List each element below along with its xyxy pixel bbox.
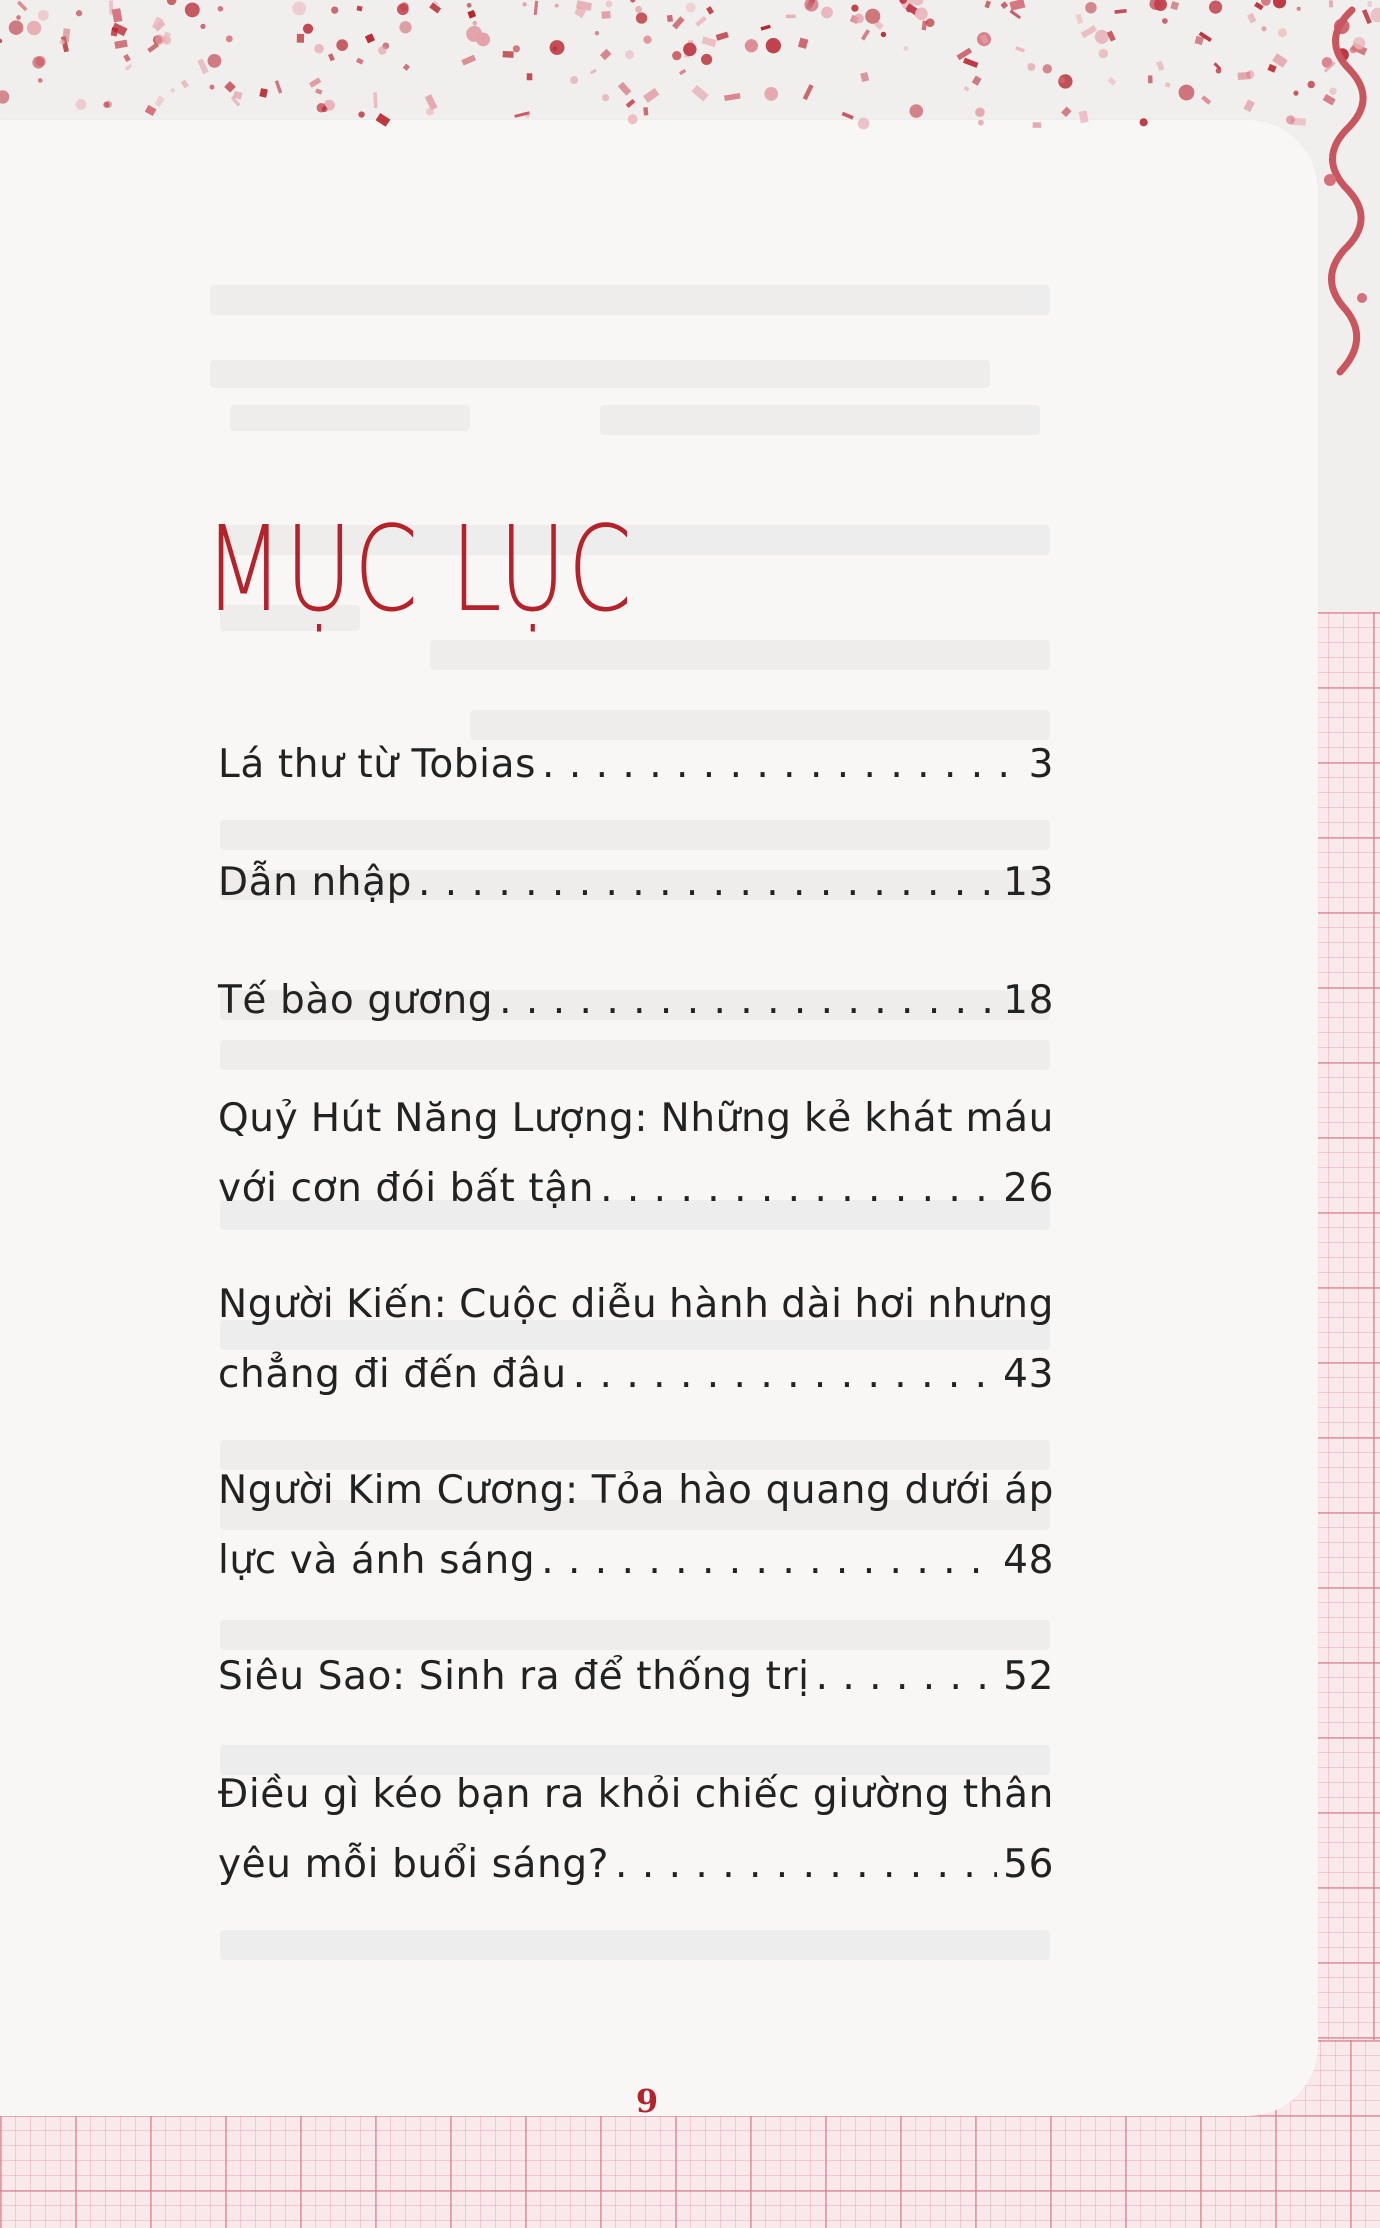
toc-entry[interactable] — [218, 1760, 1054, 1900]
confetti-piece — [1278, 28, 1287, 37]
confetti-piece — [16, 15, 21, 20]
confetti-piece — [154, 34, 164, 44]
confetti-piece — [1261, 0, 1271, 6]
toc-entry-line — [218, 1760, 1054, 1830]
confetti-piece — [701, 54, 712, 65]
confetti-piece — [636, 12, 647, 23]
toc-entry-line — [218, 1340, 1054, 1410]
confetti-piece — [861, 29, 870, 40]
confetti-piece — [297, 34, 304, 43]
toc-entry-page: 48 — [1003, 1538, 1054, 1583]
confetti-piece — [503, 51, 514, 58]
toc-entry-title: Lá thư từ Tobias — [218, 742, 537, 787]
toc-entry-page: 18 — [1003, 978, 1054, 1023]
confetti-piece — [467, 3, 472, 8]
confetti-piece — [860, 72, 869, 82]
confetti-piece — [292, 1, 306, 15]
confetti-piece — [1170, 1, 1179, 10]
toc-entry-title: Quỷ Hút Năng Lượng: Những kẻ khát máu — [218, 1096, 1054, 1141]
confetti-piece — [376, 113, 391, 127]
confetti-piece — [154, 96, 164, 107]
confetti-piece — [309, 77, 321, 87]
confetti-piece — [1015, 46, 1025, 52]
toc-entry[interactable] — [218, 966, 1054, 1036]
confetti-piece — [125, 64, 133, 71]
confetti-piece — [170, 88, 174, 92]
confetti-piece — [1140, 118, 1148, 126]
confetti-piece — [1027, 63, 1035, 71]
confetti-piece — [513, 45, 520, 52]
confetti-piece — [356, 58, 364, 65]
confetti-piece — [181, 80, 189, 89]
confetti-piece — [17, 1, 28, 12]
confetti-piece — [984, 0, 991, 8]
confetti-piece — [208, 54, 222, 68]
confetti-piece — [628, 114, 638, 124]
confetti-piece — [1061, 106, 1072, 117]
confetti-piece — [0, 39, 2, 43]
toc-entry-page: 3 — [1028, 742, 1054, 787]
confetti-piece — [745, 39, 758, 52]
confetti-piece — [912, 0, 923, 5]
confetti-piece — [145, 105, 157, 116]
confetti-piece — [472, 21, 477, 26]
confetti-piece — [691, 85, 708, 102]
confetti-piece — [534, 1, 539, 15]
confetti-piece — [226, 35, 233, 42]
confetti-piece — [1293, 91, 1298, 96]
confetti-piece — [523, 2, 527, 6]
confetti-piece — [643, 88, 659, 103]
confetti-piece — [1148, 75, 1153, 83]
confetti-piece — [963, 86, 969, 92]
confetti-piece — [461, 55, 476, 66]
toc-entry[interactable] — [218, 1456, 1054, 1596]
confetti-piece — [786, 15, 796, 19]
confetti-piece — [1179, 85, 1195, 101]
confetti-piece — [643, 107, 648, 115]
toc-entry[interactable] — [218, 1642, 1054, 1712]
confetti-piece — [167, 0, 177, 5]
toc-entry-page: 26 — [1003, 1166, 1054, 1211]
confetti-piece — [956, 48, 972, 61]
confetti-piece — [851, 5, 858, 12]
toc-entry-title: chẳng đi đến đâu — [218, 1352, 567, 1397]
confetti-piece — [1201, 95, 1211, 104]
confetti-piece — [618, 82, 632, 96]
confetti-piece — [570, 76, 578, 84]
confetti-piece — [1273, 0, 1286, 8]
confetti-piece — [695, 16, 707, 27]
confetti-piece — [378, 46, 387, 55]
toc-entry[interactable] — [218, 848, 1054, 918]
confetti-piece — [1010, 10, 1022, 20]
toc-entry-line — [218, 1642, 1054, 1712]
toc-entry-line — [218, 1084, 1054, 1154]
dot-leader — [541, 1526, 997, 1596]
confetti-piece — [38, 78, 43, 83]
confetti-piece — [858, 118, 870, 130]
confetti-piece — [915, 8, 928, 21]
confetti-piece — [9, 20, 24, 35]
confetti-piece — [426, 108, 434, 116]
confetti-piece — [123, 54, 131, 62]
confetti-piece — [1059, 77, 1065, 83]
confetti-piece — [27, 21, 41, 35]
confetti-piece — [397, 3, 409, 15]
toc-entry-page: 56 — [1003, 1842, 1054, 1887]
confetti-piece — [605, 1, 612, 8]
dot-leader — [615, 1830, 997, 1900]
toc-entry-title: Người Kim Cương: Tỏa hào quang dưới áp — [218, 1468, 1054, 1513]
confetti-piece — [590, 69, 597, 75]
confetti-piece — [909, 104, 923, 118]
confetti-piece — [185, 2, 200, 17]
dot-leader — [573, 1340, 997, 1410]
confetti-piece — [1162, 18, 1168, 24]
toc-entry-page: 52 — [1003, 1654, 1054, 1699]
confetti-piece — [555, 4, 559, 8]
confetti-piece — [683, 43, 696, 56]
toc-entry-line — [218, 1270, 1054, 1340]
confetti-piece — [365, 33, 375, 43]
confetti-piece — [595, 31, 599, 35]
confetti-piece — [865, 9, 880, 24]
toc-entry-line — [218, 966, 1054, 1036]
confetti-piece — [1079, 110, 1089, 123]
confetti-piece — [626, 99, 636, 108]
confetti-piece — [978, 120, 984, 126]
confetti-piece — [76, 99, 87, 110]
confetti-piece — [643, 36, 651, 44]
confetti-piece — [667, 15, 673, 22]
confetti-piece — [625, 50, 634, 59]
confetti-piece — [679, 69, 686, 75]
confetti-piece — [1156, 61, 1165, 71]
confetti-piece — [38, 10, 49, 21]
confetti-piece — [702, 36, 717, 47]
confetti-piece — [766, 38, 781, 53]
confetti-piece — [314, 44, 324, 54]
confetti-piece — [218, 6, 223, 11]
confetti-piece — [1107, 77, 1116, 86]
confetti-piece — [152, 17, 164, 31]
confetti-piece — [600, 49, 612, 61]
dot-leader — [600, 1154, 997, 1224]
confetti-piece — [1243, 99, 1254, 112]
confetti-piece — [975, 107, 985, 117]
confetti-piece — [0, 90, 9, 103]
confetti-piece — [1165, 82, 1171, 88]
toc-entry-line — [218, 1526, 1054, 1596]
confetti-piece — [1286, 115, 1295, 124]
confetti-piece — [527, 73, 533, 80]
confetti-piece — [686, 3, 696, 13]
confetti-piece — [803, 84, 814, 100]
confetti-piece — [275, 80, 282, 93]
confetti-piece — [209, 85, 214, 90]
confetti-piece — [356, 6, 362, 12]
confetti-piece — [317, 103, 327, 113]
confetti-piece — [1209, 1, 1222, 14]
confetti-piece — [403, 64, 410, 71]
confetti-piece — [358, 111, 364, 117]
confetti-piece — [467, 10, 476, 19]
page-number: 9 — [635, 2082, 659, 2120]
toc-entry-title: Tế bào gương — [218, 978, 494, 1023]
confetti-piece — [881, 32, 886, 37]
confetti-piece — [1267, 64, 1276, 73]
toc-entry[interactable] — [218, 1084, 1054, 1224]
dot-leader — [499, 966, 997, 1036]
confetti-piece — [672, 51, 681, 60]
confetti-piece — [197, 58, 208, 74]
toc-entry-title: Điều gì kéo bạn ra khỏi chiếc giường thân — [218, 1772, 1054, 1817]
confetti-piece — [328, 53, 335, 61]
confetti-piece — [76, 10, 82, 16]
confetti-piece — [315, 88, 322, 94]
confetti-piece — [32, 56, 44, 68]
confetti-piece — [706, 6, 714, 14]
confetti-piece — [399, 21, 411, 33]
confetti-piece — [842, 112, 854, 120]
dot-leader — [816, 1642, 998, 1712]
confetti-piece — [466, 26, 482, 42]
streamer-decoration — [1300, 0, 1380, 420]
confetti-piece — [821, 7, 833, 19]
confetti-piece — [1081, 25, 1097, 38]
confetti-piece — [672, 16, 684, 29]
toc-entry-title: Siêu Sao: Sinh ra để thống trị — [218, 1654, 810, 1699]
toc-entry-title: yêu mỗi buổi sáng? — [218, 1842, 610, 1887]
confetti-piece — [303, 24, 313, 34]
toc-entry-page: 13 — [1003, 860, 1054, 905]
confetti-decoration — [0, 0, 1380, 140]
confetti-piece — [1247, 13, 1256, 24]
toc-entry-title: lực và ánh sáng — [218, 1538, 536, 1583]
toc-entry-title: với cơn đói bất tận — [218, 1166, 595, 1211]
confetti-piece — [200, 24, 205, 29]
confetti-piece — [854, 13, 864, 23]
confetti-piece — [1238, 72, 1251, 80]
confetti-piece — [1033, 122, 1042, 128]
confetti-piece — [1114, 9, 1126, 14]
confetti-piece — [716, 32, 729, 41]
confetti-piece — [336, 39, 348, 51]
toc-entry-line — [218, 1456, 1054, 1526]
confetti-piece — [601, 11, 610, 19]
confetti-piece — [112, 8, 123, 22]
confetti-piece — [1000, 1, 1008, 9]
confetti-piece — [259, 88, 268, 98]
confetti-piece — [798, 38, 808, 49]
confetti-piece — [926, 18, 935, 27]
confetti-piece — [635, 6, 642, 13]
confetti-piece — [1099, 49, 1108, 58]
toc-entry-line — [218, 1830, 1054, 1900]
confetti-piece — [1009, 0, 1025, 11]
confetti-piece — [972, 76, 982, 86]
confetti-piece — [373, 92, 377, 108]
confetti-piece — [1085, 2, 1096, 13]
confetti-piece — [114, 40, 128, 49]
confetti-piece — [331, 6, 338, 13]
confetti-piece — [804, 0, 818, 12]
toc-entry-page: 43 — [1003, 1352, 1054, 1397]
confetti-piece — [1261, 26, 1266, 31]
confetti-piece — [630, 0, 635, 3]
toc-entry[interactable] — [218, 1270, 1054, 1410]
confetti-piece — [602, 94, 609, 101]
toc-entry-line — [218, 730, 1054, 800]
confetti-piece — [1043, 64, 1052, 73]
confetti-piece — [760, 25, 770, 31]
toc-entry-title: Người Kiến: Cuộc diễu hành dài hơi nhưng — [218, 1282, 1054, 1327]
toc-entry-line — [218, 1154, 1054, 1224]
confetti-piece — [764, 87, 778, 101]
confetti-piece — [724, 93, 741, 101]
toc-entry-title: Dẫn nhập — [218, 860, 412, 905]
page-title: MỤC LỤC — [204, 500, 634, 638]
confetti-piece — [550, 40, 565, 55]
confetti-piece — [903, 46, 908, 51]
toc-entry-line — [218, 848, 1054, 918]
confetti-piece — [1076, 13, 1084, 24]
confetti-piece — [224, 81, 236, 93]
dot-leader — [418, 848, 997, 918]
confetti-piece — [103, 102, 109, 108]
confetti-piece — [1095, 30, 1109, 44]
toc-entry[interactable] — [218, 730, 1054, 800]
confetti-piece — [1272, 53, 1288, 68]
confetti-piece — [963, 58, 978, 68]
dot-leader — [542, 730, 1023, 800]
